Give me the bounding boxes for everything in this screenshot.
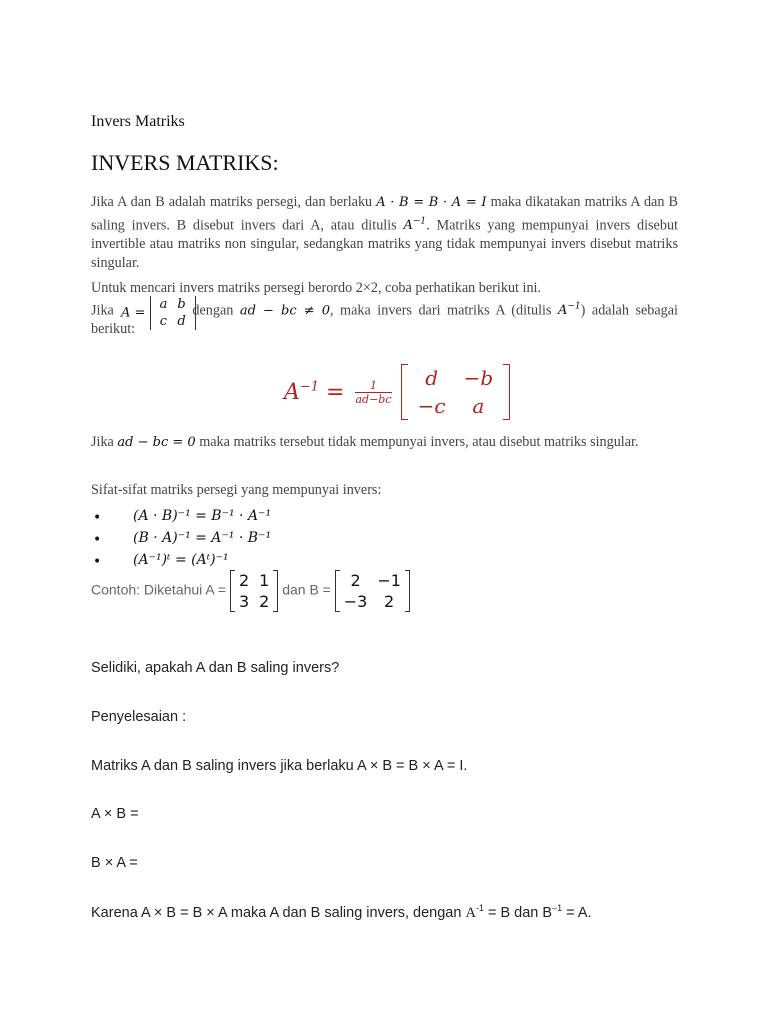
- math-inline: [403, 218, 426, 233]
- math-inline: [558, 303, 581, 318]
- product-ba: B × A =: [91, 855, 138, 871]
- text-segment: = A.: [562, 904, 592, 921]
- example-label: Contoh: Diketahui A =: [91, 581, 230, 598]
- math-sup: –1: [552, 903, 563, 913]
- conclusion-line: [91, 903, 592, 922]
- text-segment: Jika A dan B adalah matriks persegi, dan berlaku: [91, 194, 377, 210]
- product-ab: A × B =: [91, 806, 139, 822]
- matrix-cell: 2: [350, 571, 361, 590]
- matrix-a-definition: [121, 296, 196, 330]
- fraction-numerator: 1: [355, 379, 391, 393]
- matrix-a-symbolic: [150, 296, 196, 330]
- math-inline: ad − bc = 0: [117, 435, 196, 450]
- math-sup: −1: [567, 301, 581, 312]
- text-segment: Karena A × B = B × A maka A dan B saling invers, dengan: [91, 904, 466, 921]
- inverse-formula: [284, 364, 510, 420]
- fraction: [355, 379, 391, 406]
- matrix-cell: −1: [377, 571, 401, 590]
- text-segment: Jika: [91, 301, 114, 318]
- math-base: A: [403, 217, 413, 233]
- math-base: A: [558, 302, 568, 318]
- main-title: INVERS MATRIKS:: [91, 150, 279, 175]
- matrix-cell: 2: [238, 571, 250, 590]
- small-title: Invers Matriks: [91, 113, 185, 130]
- properties-list: [91, 508, 271, 574]
- text-segment: Jika: [91, 434, 118, 450]
- matrix-cell: d: [425, 366, 438, 390]
- solution-heading: Penyelesaian :: [91, 709, 187, 725]
- solution-condition: Matriks A dan B saling invers jika berlaku A × B = B × A = I.: [91, 758, 468, 774]
- math-base: A: [284, 379, 300, 405]
- text-segment: maka matriks tersebut tidak mempunyai invers, atau disebut matriks singular.: [195, 434, 639, 450]
- list-item: • (A · B)⁻¹ = B⁻¹ · A⁻¹: [91, 508, 271, 530]
- equals-sign: =: [319, 379, 352, 405]
- paragraph-properties-intro: Sifat-sifat matriks persegi yang mempunyai invers:: [91, 482, 382, 498]
- matrix-lhs: A =: [121, 305, 146, 321]
- text-segment: Untuk mencari invers matriks persegi berordo 2×2, coba perhatikan berikut ini.: [91, 280, 542, 296]
- text-segment: , maka invers dari matriks A (ditulis: [329, 301, 558, 318]
- text-segment: = B dan B: [483, 904, 553, 921]
- matrix-cell: b: [177, 297, 186, 312]
- matrix-cell: −3: [343, 592, 368, 611]
- matrix-cell: a: [472, 394, 485, 418]
- matrix-cell: 1: [259, 571, 270, 590]
- matrix-a-example: [230, 570, 278, 612]
- example-statement: [91, 570, 410, 612]
- matrix-cell: 2: [384, 592, 395, 611]
- matrix-cell: c: [159, 314, 168, 329]
- text-segment: ) adalah sebagai berikut:: [91, 301, 678, 338]
- math-inline: ad − bc ≠ 0: [239, 302, 330, 318]
- math-base: A: [465, 904, 476, 921]
- paragraph-singular: [91, 433, 678, 453]
- matrix-cell: 3: [238, 592, 250, 611]
- formula-lhs: [284, 380, 351, 405]
- text-segment: maka dikatakan matriks A dan B saling invers. B disebut invers dari A, atau ditulis: [91, 194, 678, 233]
- matrix-cell: a: [159, 297, 168, 312]
- inverse-matrix: [401, 364, 511, 420]
- matrix-cell: −b: [463, 366, 494, 390]
- matrix-cell: d: [177, 314, 186, 329]
- matrix-cell: −c: [417, 394, 446, 418]
- math-sup: -1: [475, 903, 484, 913]
- paragraph-definition: [91, 193, 678, 272]
- math-sup: −1: [299, 379, 320, 395]
- list-item: • (A⁻¹)ᵗ = (Aᵗ)⁻¹: [91, 552, 271, 574]
- text-segment: dengan: [185, 301, 240, 318]
- fraction-denominator: ad−bc: [355, 392, 392, 406]
- example-mid-text: dan B =: [278, 581, 335, 598]
- list-item: • (B · A)⁻¹ = A⁻¹ · B⁻¹: [91, 530, 271, 552]
- question-line: Selidiki, apakah A dan B saling invers?: [91, 660, 340, 676]
- matrix-cell: 2: [259, 592, 270, 611]
- matrix-b-example: [335, 570, 410, 612]
- math-sup: −1: [412, 216, 427, 227]
- math-inline: A · B = B · A = I: [376, 195, 487, 210]
- text-segment: . Matriks yang mempunyai invers disebut invertible atau matriks non singular, sedangkan matriks yang tidak mempunyai invers disebut matriks singular.: [91, 216, 678, 271]
